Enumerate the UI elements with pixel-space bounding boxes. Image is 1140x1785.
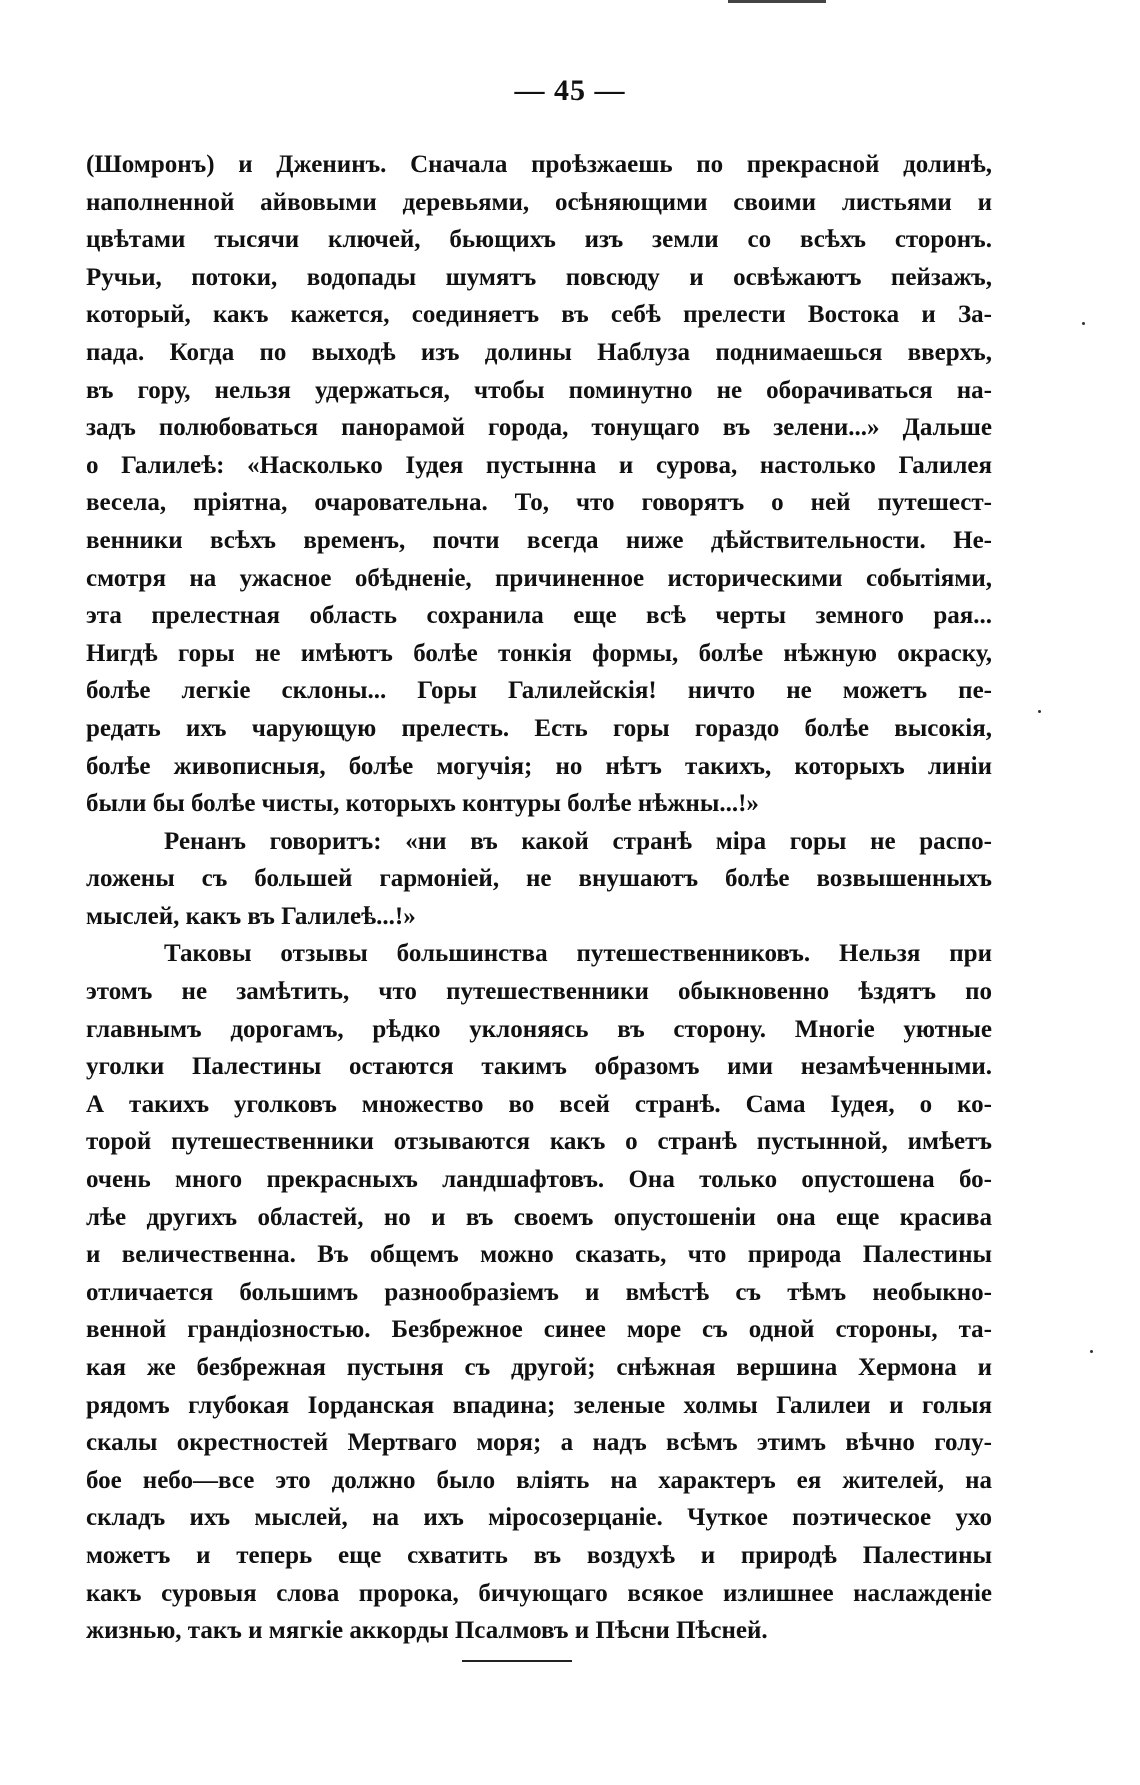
- text-line: Ручьи, потоки, водопады шумятъ повсюду и освѣжаютъ пейзажъ,: [86, 263, 992, 291]
- text-line: торой путешественники отзываются какъ о странѣ пустынной, имѣетъ: [86, 1128, 992, 1156]
- text-line: складъ ихъ мыслей, на ихъ міросозерцаніе. Чуткое поэтическое ухо: [86, 1504, 992, 1532]
- text-line: Таковы отзывы большинства путешественниковъ. Нельзя при: [164, 940, 992, 968]
- text-line: лѣе другихъ областей, но и въ своемъ опустошеніи она еще красива: [86, 1203, 992, 1231]
- text-line: кая же безбрежная пустыня съ другой; снѣжная вершина Хермона и: [86, 1354, 992, 1381]
- text-line: Нигдѣ горы не имѣютъ болѣе тонкія формы, болѣе нѣжную окраску,: [86, 639, 992, 667]
- text-line: какъ суровыя слова пророка, бичующаго всякое излишнее наслажденіе: [86, 1579, 992, 1607]
- text-line: пада. Когда по выходѣ изъ долины Наблуза поднимаешься вверхъ,: [86, 338, 992, 366]
- text-line: весела, пріятна, очаровательна. То, что говорятъ о ней путешест-: [86, 489, 992, 517]
- text-line: отличается большимъ разнообразіемъ и вмѣстѣ съ тѣмъ необыкно-: [86, 1278, 992, 1306]
- text-line: уголки Палестины остаются такимъ образомъ ими незамѣченными.: [86, 1053, 992, 1081]
- text-line: Ренанъ говоритъ: «ни въ какой странѣ міра горы не распо-: [164, 827, 992, 855]
- text-line: цвѣтами тысячи ключей, бьющихъ изъ земли со всѣхъ сторонъ.: [86, 226, 992, 254]
- text-line: въ гору, нельзя удержаться, чтобы поминутно не оборачиваться на-: [86, 376, 992, 404]
- text-line: смотря на ужасное обѣдненіе, причиненное историческими событіями,: [86, 564, 992, 592]
- text-line: мыслей, какъ въ Галилеѣ...!»: [86, 902, 416, 930]
- text-line: наполненной айвовыми деревьями, осѣняющими своими листьями и: [86, 188, 992, 216]
- text-line: задъ полюбоваться панорамой города, тонущаго въ зелени...» Дальше: [86, 414, 992, 442]
- text-line: очень много прекрасныхъ ландшафтовъ. Она только опустошена бо-: [86, 1166, 992, 1194]
- text-line: эта прелестная область сохранила еще всѣ черты земного рая...: [86, 602, 992, 630]
- scan-speck: [1038, 710, 1041, 713]
- text-line: и величественна. Въ общемъ можно сказать, что природа Палестины: [86, 1241, 992, 1269]
- text-line: можетъ и теперь еще схватить въ воздухѣ и природѣ Палестины: [86, 1541, 992, 1569]
- text-line: рядомъ глубокая Іорданская впадина; зеленые холмы Галилеи и голыя: [86, 1391, 992, 1419]
- text-line: редать ихъ чарующую прелесть. Есть горы гораздо болѣе высокія,: [86, 714, 992, 742]
- text-line: (Шомронъ) и Дженинъ. Сначала проѣзжаешь по прекрасной долинѣ,: [86, 151, 992, 178]
- text-line: венной грандіозностью. Безбрежное синее море съ одной стороны, та-: [86, 1316, 992, 1344]
- text-line: который, какъ кажется, соединяетъ въ себѣ прелести Востока и За-: [86, 301, 992, 329]
- body-text: [86, 146, 992, 1650]
- text-line: А такихъ уголковъ множество во всей странѣ. Сама Іудея, о ко-: [86, 1090, 992, 1118]
- page-number: — 45 —: [514, 74, 626, 107]
- text-line: жизнью, такъ и мягкіе аккорды Псалмовъ и Пѣсни Пѣсней.: [86, 1617, 768, 1645]
- text-line: были бы болѣе чисты, которыхъ контуры болѣе нѣжны...!»: [86, 790, 759, 818]
- scan-speck: [1090, 1350, 1093, 1353]
- top-edge-mark: [728, 0, 826, 3]
- text-line: болѣе легкіе склоны... Горы Галилейскія! ничто не можетъ пе-: [86, 677, 992, 705]
- text-line: венники всѣхъ временъ, почти всегда ниже дѣйствительности. Не-: [86, 526, 992, 554]
- text-line: этомъ не замѣтить, что путешественники обыкновенно ѣздятъ по: [86, 978, 992, 1006]
- text-line: скалы окрестностей Мертваго моря; а надъ всѣмъ этимъ вѣчно голу-: [86, 1429, 992, 1457]
- end-rule: [462, 1660, 572, 1662]
- text-line: болѣе живописныя, болѣе могучія; но нѣтъ такихъ, которыхъ линіи: [86, 752, 992, 780]
- text-line: ложены съ большей гармоніей, не внушаютъ болѣе возвышенныхъ: [86, 865, 992, 893]
- scan-speck: [1082, 322, 1085, 325]
- text-line: главнымъ дорогамъ, рѣдко уклоняясь въ сторону. Многіе уютные: [86, 1015, 992, 1043]
- text-line: о Галилеѣ: «Насколько Іудея пустынна и сурова, настолько Галилея: [86, 451, 992, 479]
- text-line: бое небо—все это должно было влiять на характеръ ея жителей, на: [86, 1466, 992, 1494]
